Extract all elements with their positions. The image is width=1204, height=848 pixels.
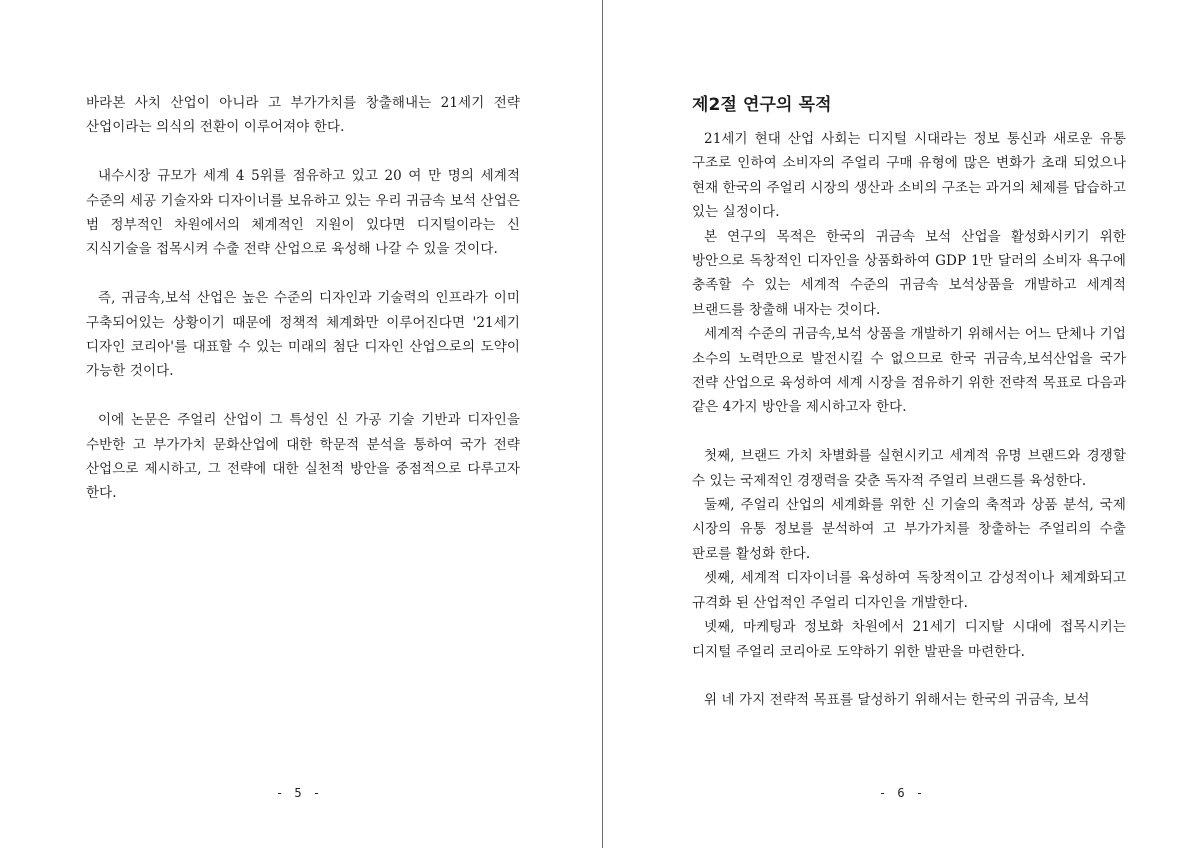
- right-page-body: [692, 91, 1126, 713]
- right-paragraph-first-item: 첫째, 브랜드 가치 차별화를 실현시키고 세계적 유명 브랜드와 경쟁할 수 있는 국제적인 경쟁력을 갖춘 독자적 주얼리 브랜드를 육성한다.: [692, 448, 1126, 489]
- page-number-left: - 5 -: [275, 786, 323, 800]
- right-paragraph-1: 21세기 현대 산업 사회는 디지털 시대라는 정보 통신과 새로운 유통 구조로 인하여 소비자의 주얼리 구매 유형에 많은 변화가 초래 되었으나 현재 한국의 주얼리 시장의 생산과 소비의 구조는 과거의 체제를 답습하고 있는 실정이다.: [692, 131, 1126, 221]
- right-paragraph-2: 본 연구의 목적은 한국의 귀금속 보석 산업을 활성화시키기 위한 방안으로 독창적인 디자인을 상품화하여 GDP 1만 달러의 소비자 욕구에 충족할 수 있는 세계적 수준의 귀금속 보석상품을 개발하고 세계적 브랜드를 창출해 내자는 것이다.: [692, 228, 1126, 318]
- left-paragraph-2: 내수시장 규모가 세계 4 5위를 점유하고 있고 20 여 만 명의 세계적 수준의 세공 기술자와 디자이너를 보유하고 있는 우리 귀금속 보석 산업은 범 정부적인 차원에서의 체계적인 지원이 있다면 디지털이라는 신 지식기술을 접목시켜 수출 전략 산업으로 육성해 나갈 수 있을 것이다.: [86, 168, 520, 258]
- right-paragraph-3: 세계적 수준의 귀금속,보석 상품을 개발하기 위해서는 어느 단체나 기업 소수의 노력만으로 발전시킬 수 없으므로 한국 귀금속,보석산업을 국가 전략 산업으로 육성하여 세계 시장을 점유하기 위한 전략적 목표로 다음과 같은 4가지 방안을 제시하고자 한다.: [692, 326, 1126, 416]
- left-paragraph-3: 즉, 귀금속,보석 산업은 높은 수준의 디자인과 기술력의 인프라가 이미 구축되어있는 상황이기 때문에 정책적 체계화만 이루어진다면 '21세기 디자인 코리아'를 대표할 수 있는 미래의 첨단 디자인 산업으로의 도약이 가능한 것이다.: [86, 290, 520, 380]
- section-title: 제2절 연구의 목적: [692, 95, 832, 115]
- right-paragraph-second-item: 둘째, 주얼리 산업의 세계화를 위한 신 기술의 축적과 상품 분석, 국제 시장의 유통 정보를 분석하여 고 부가가치를 창출하는 주얼리의 수출 판로를 활성화 한다.: [692, 497, 1126, 562]
- right-paragraph-third-item: 셋째, 세계적 디자이너를 육성하여 독창적이고 감성적이나 체계화되고 규격화 된 산업적인 주얼리 디자인을 개발한다.: [692, 570, 1126, 611]
- right-page: [604, 0, 1204, 848]
- left-page-body: [86, 91, 520, 506]
- left-paragraph-4: 이에 논문은 주얼리 산업이 그 특성인 신 가공 기술 기반과 디자인을 수반한 고 부가가치 문화산업에 대한 학문적 분석을 통하여 국가 전략 산업으로 제시하고, 그 전략에 대한 실천적 방안을 중점적으로 다루고자 한다.: [86, 412, 520, 502]
- right-paragraph-closing: 위 네 가지 전략적 목표를 달성하기 위해서는 한국의 귀금속, 보석: [704, 692, 1090, 709]
- page-number-right: - 6 -: [878, 786, 926, 800]
- right-paragraph-fourth-item: 넷째, 마케팅과 정보화 차원에서 21세기 디지탈 시대에 접목시키는 디지털 주얼리 코리아로 도약하기 위한 발판을 마련한다.: [692, 619, 1126, 660]
- page-divider: [602, 0, 603, 848]
- left-paragraph-1: 바라본 사치 산업이 아니라 고 부가가치를 창출해내는 21세기 전략 산업이라는 의식의 전환이 이루어져야 한다.: [86, 95, 520, 136]
